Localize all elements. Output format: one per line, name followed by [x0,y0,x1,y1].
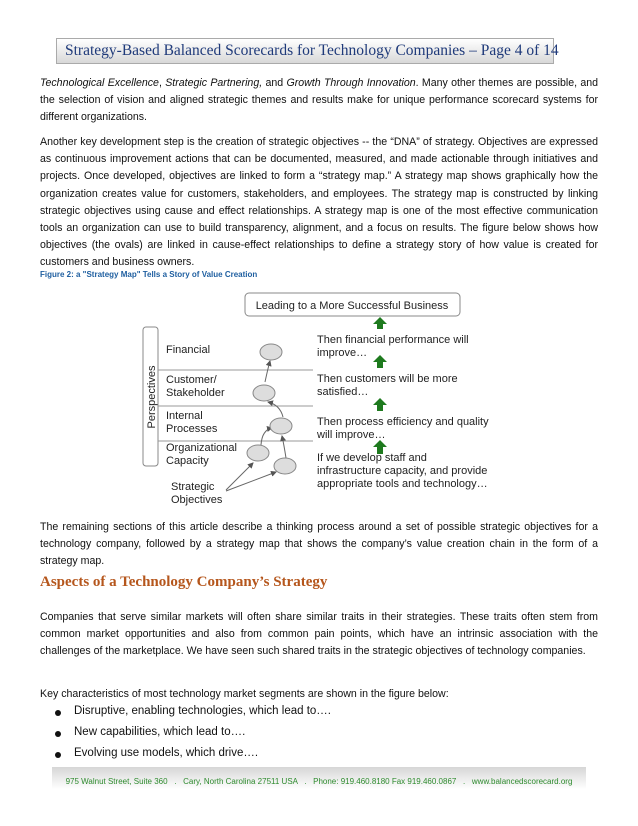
statement-capacity: appropriate tools and technology… [317,478,488,490]
perspectives-label: Perspectives [146,365,158,429]
sep: and [262,77,287,89]
perspective-financial: Financial [166,344,211,356]
statement-process: will improve… [317,429,386,441]
statement-financial: improve… [317,347,368,359]
perspective-customer: Customer/ [166,374,217,386]
statement-process: Then process efficiency and quality [317,416,489,428]
header-title: Strategy-Based Balanced Scorecards for Technology Companies – Page 4 of 14 [65,42,559,59]
bullet-item: New capabilities, which lead to…. [74,726,246,738]
perspective-internal: Processes [166,423,218,435]
outcome-label: Leading to a More Successful Business [255,300,449,312]
footer-address: 975 Walnut Street, Suite 360 . Cary, North Carolina 27511 USA . Phone: 919.460.8180 Fax 919.460.0867 . www.balancedscorecard.org [65,777,573,786]
theme-3: Growth Through Innovation [286,77,416,89]
objectives-label: Objectives [171,494,223,506]
figure-caption: Figure 2: a "Strategy Map" Tells a Story of Value Creation [40,270,258,279]
statement-customer: Then customers will be more [317,373,458,385]
objective-ovals [247,344,296,474]
section-heading: Aspects of a Technology Company’s Strategy [40,574,328,590]
statement-customer: satisfied… [317,386,369,398]
bullet-item: Disruptive, enabling technologies, which lead to…. [74,705,331,717]
paragraph-companies: Companies that serve similar markets will often share similar traits in their strategies. These traits often stem from common market opportunities and also from common pain points, which have an intrinsic association with the challenges of the marketplace. We have seen such shared traits in the strategic objectives of technology companies. [40,611,598,658]
paragraph-strategy-map: Another key development step is the creation of strategic objectives -- the “DNA” of strategy. Objectives are expressed as continuous improvement actions that can be documented, measured, and made actionable through initiatives and projects. Once developed, objectives are linked to form a “strategy map.” A strategy map shows graphically how the organization creates value for customers, stakeholders, and employees. The strategy map is constructed by linking strategic objectives using cause and effect relationships. A strategy map is one of the most effective communication tools an organization can use to build transparency, alignment, and a focus on results. The figure below shows how objectives (the ovals) are linked in cause-effect relationships to define a strategy story of how value is created for customers and business owners. [40,136,598,269]
page-footer [52,767,586,789]
sep: , [158,77,166,89]
paragraph-rest: . Many other themes are possible, and the selection of vision and aligned strategic themes and results make for unique performance scorecard systems for different organizations. [40,77,599,124]
theme-2: Strategic Partnering, [165,77,263,89]
perspective-internal: Internal [166,410,203,422]
statement-capacity: If we develop staff and [317,452,427,464]
objectives-label: Strategic [171,481,215,493]
statement-capacity: infrastructure capacity, and provide [317,465,488,477]
perspective-organizational: Organizational [166,442,237,454]
paragraph-key-characteristics: Key characteristics of most technology market segments are shown in the figure below: [40,688,449,700]
statement-financial: Then financial performance will [317,334,469,346]
perspective-organizational: Capacity [166,455,209,467]
bullet-item: Evolving use models, which drive…. [74,747,259,759]
perspective-customer: Stakeholder [166,387,225,399]
theme-1: Technological Excellence [40,77,159,89]
paragraph-remaining: The remaining sections of this article describe a thinking process around a set of possible strategic objectives for a technology company, followed by a strategy map that shows the company’s value creation chain in the form of a strategy map. [40,521,598,568]
